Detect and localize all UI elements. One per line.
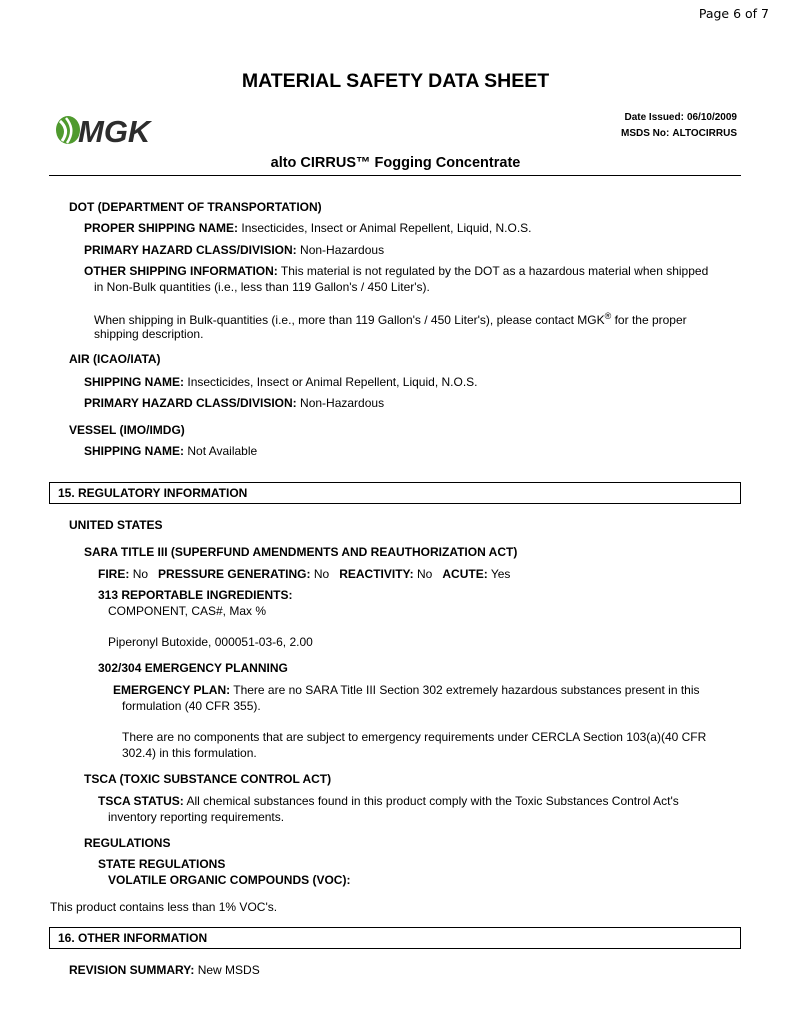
emergency-plan-text: There are no SARA Title III Section 302 extremely hazardous substances present in this bbox=[233, 683, 700, 697]
acute-value: Yes bbox=[490, 567, 511, 581]
emergency-planning-heading: 302/304 EMERGENCY PLANNING bbox=[98, 661, 288, 675]
reportable-313-heading: 313 REPORTABLE INGREDIENTS: bbox=[98, 588, 293, 602]
dot-heading: DOT (DEPARTMENT OF TRANSPORTATION) bbox=[69, 200, 322, 214]
state-regulations-heading: STATE REGULATIONS bbox=[98, 857, 226, 871]
tsca-status-line2: inventory reporting requirements. bbox=[108, 810, 285, 824]
air-heading: AIR (ICAO/IATA) bbox=[69, 352, 161, 366]
dot-bulk-line2: shipping description. bbox=[94, 327, 204, 341]
section-15-title: 15. REGULATORY INFORMATION bbox=[58, 486, 248, 500]
air-sn-label: SHIPPING NAME: bbox=[84, 375, 185, 389]
air-primary-hazard bbox=[84, 396, 384, 410]
tsca-heading: TSCA (TOXIC SUBSTANCE CONTROL ACT) bbox=[84, 772, 332, 786]
date-msds-block bbox=[621, 110, 737, 142]
date-issued-label: Date Issued: bbox=[624, 112, 684, 123]
registered-mark: ® bbox=[604, 311, 612, 321]
revision-summary-value: New MSDS bbox=[197, 963, 260, 977]
sara-heading: SARA TITLE III (SUPERFUND AMENDMENTS AND REAUTHORIZATION ACT) bbox=[84, 545, 518, 559]
product-name: alto CIRRUS™ Fogging Concentrate bbox=[270, 155, 521, 171]
voc-heading: VOLATILE ORGANIC COMPOUNDS (VOC): bbox=[108, 873, 351, 887]
date-issued-value: 06/10/2009 bbox=[686, 112, 737, 123]
revision-summary-label: REVISION SUMMARY: bbox=[69, 963, 195, 977]
pressure-value: No bbox=[313, 567, 330, 581]
section-15-header bbox=[49, 482, 741, 504]
air-phc-label: PRIMARY HAZARD CLASS/DIVISION: bbox=[84, 396, 297, 410]
dot-osi-label: OTHER SHIPPING INFORMATION: bbox=[84, 264, 278, 278]
vessel-shipping-name bbox=[84, 444, 257, 458]
cercla-line1: There are no components that are subject to emergency requirements under CERCLA Section 103(a)(40 CFR bbox=[122, 730, 707, 744]
reactivity-label: REACTIVITY: bbox=[339, 567, 414, 581]
dot-other-shipping-info bbox=[84, 264, 708, 278]
mgk-logo-icon bbox=[54, 113, 194, 147]
voc-statement: This product contains less than 1% VOC's. bbox=[50, 900, 278, 914]
revision-summary bbox=[69, 963, 260, 977]
reactivity-value: No bbox=[417, 567, 433, 581]
page-number: Page 6 of 7 bbox=[698, 6, 769, 21]
united-states-heading: UNITED STATES bbox=[69, 518, 163, 532]
dot-phc-label: PRIMARY HAZARD CLASS/DIVISION: bbox=[84, 243, 297, 257]
acute-label: ACUTE: bbox=[442, 567, 488, 581]
emergency-plan-line1 bbox=[113, 683, 700, 697]
mgk-logo bbox=[54, 113, 194, 147]
dot-osi-line1: This material is not regulated by the DOT as a hazardous material when shipped bbox=[280, 264, 709, 278]
vessel-sn-label: SHIPPING NAME: bbox=[84, 444, 185, 458]
section-16-title: 16. OTHER INFORMATION bbox=[58, 931, 208, 945]
document-title: MATERIAL SAFETY DATA SHEET bbox=[241, 70, 550, 92]
air-sn-value: Insecticides, Insect or Animal Repellent, Liquid, N.O.S. bbox=[187, 375, 478, 389]
component-header: COMPONENT, CAS#, Max % bbox=[108, 604, 267, 618]
regulations-heading: REGULATIONS bbox=[84, 836, 171, 850]
dot-phc-value: Non-Hazardous bbox=[300, 243, 385, 257]
emergency-plan-line2: formulation (40 CFR 355). bbox=[122, 699, 261, 713]
dot-bulk-text-a: When shipping in Bulk-quantities (i.e., more than 119 Gallon's / 450 Liter's), please contact MGK bbox=[94, 313, 605, 327]
tsca-status-text: All chemical substances found in this product comply with the Toxic Substances Control Act's bbox=[186, 794, 679, 808]
dot-psn-value: Insecticides, Insect or Animal Repellent, Liquid, N.O.S. bbox=[241, 221, 532, 235]
vessel-heading: VESSEL (IMO/IMDG) bbox=[69, 423, 185, 437]
fire-label: FIRE: bbox=[98, 567, 130, 581]
pressure-label: PRESSURE GENERATING: bbox=[158, 567, 311, 581]
dot-primary-hazard bbox=[84, 243, 384, 257]
msds-no-label: MSDS No: bbox=[621, 128, 670, 139]
fire-value: No bbox=[132, 567, 149, 581]
cercla-line2: 302.4) in this formulation. bbox=[122, 746, 257, 760]
tsca-status-label: TSCA STATUS: bbox=[98, 794, 184, 808]
msds-no-value: ALTOCIRRUS bbox=[672, 128, 737, 139]
vessel-sn-value: Not Available bbox=[187, 444, 258, 458]
tsca-status-line1 bbox=[98, 794, 679, 808]
dot-proper-shipping-name bbox=[84, 221, 532, 235]
component-row: Piperonyl Butoxide, 000051-03-6, 2.00 bbox=[108, 635, 313, 649]
dot-psn-label: PROPER SHIPPING NAME: bbox=[84, 221, 239, 235]
air-phc-value: Non-Hazardous bbox=[300, 396, 385, 410]
section-16-header bbox=[49, 927, 741, 949]
logo-wordmark: MGK bbox=[78, 114, 151, 147]
sara-hazard-categories bbox=[98, 567, 510, 581]
header-rule bbox=[49, 175, 741, 176]
emergency-plan-label: EMERGENCY PLAN: bbox=[113, 683, 231, 697]
dot-bulk-line1 bbox=[94, 311, 687, 327]
dot-osi-line2: in Non-Bulk quantities (i.e., less than 119 Gallon's / 450 Liter's). bbox=[94, 280, 430, 294]
air-shipping-name bbox=[84, 375, 478, 389]
dot-bulk-text-b: for the proper bbox=[611, 313, 687, 327]
